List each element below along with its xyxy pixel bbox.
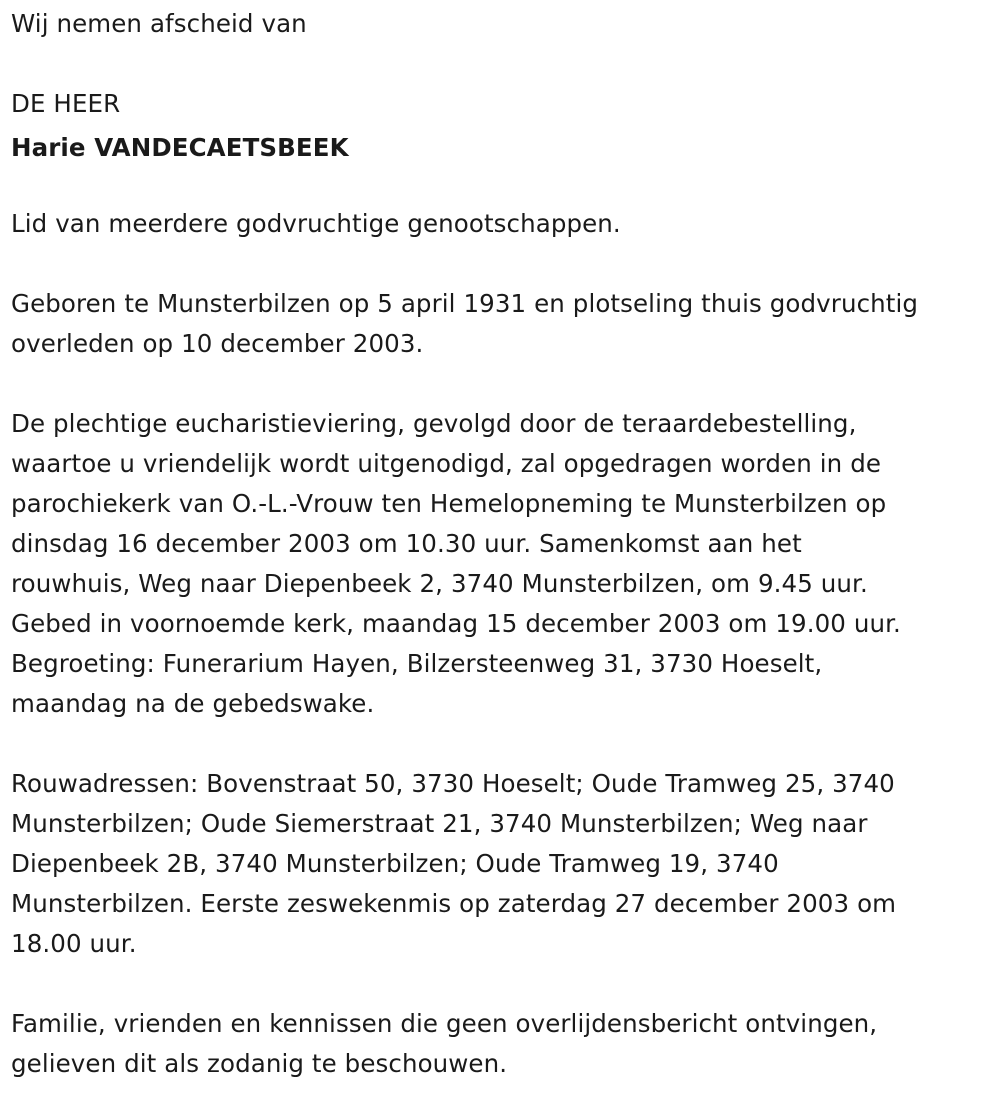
paragraph-line: waartoe u vriendelijk wordt uitgenodigd, zal opgedragen worden in de [11, 449, 882, 478]
spacer [11, 364, 991, 404]
paragraph-line: Gebed in voornoemde kerk, maandag 15 december 2003 om 19.00 uur. [11, 609, 901, 638]
paragraph-line: Familie, vrienden en kennissen die geen overlijdensbericht ontvingen, [11, 1009, 878, 1038]
paragraph-line: overleden op 10 december 2003. [11, 329, 424, 358]
spacer [11, 244, 991, 284]
ceremony-paragraph [11, 404, 991, 724]
spacer [11, 724, 991, 764]
deceased-name: Harie VANDECAETSBEEK [11, 133, 349, 162]
paragraph-line: Munsterbilzen; Oude Siemerstraat 21, 3740 Munsterbilzen; Weg naar [11, 809, 868, 838]
intro-text: Wij nemen afscheid van [11, 9, 307, 38]
closing-paragraph [11, 1004, 991, 1084]
paragraph-line: Munsterbilzen. Eerste zeswekenmis op zaterdag 27 december 2003 om [11, 889, 897, 918]
paragraph-line: dinsdag 16 december 2003 om 10.30 uur. Samenkomst aan het [11, 529, 802, 558]
addresses-paragraph [11, 764, 991, 964]
spacer [11, 44, 991, 84]
membership-text: Lid van meerdere godvruchtige genootschappen. [11, 209, 621, 238]
paragraph-line: De plechtige eucharistieviering, gevolgd door de teraardebestelling, [11, 409, 857, 438]
obituary-notice [11, 4, 991, 1084]
paragraph-line: Geboren te Munsterbilzen op 5 april 1931 en plotseling thuis godvruchtig [11, 289, 919, 318]
paragraph-line: gelieven dit als zodanig te beschouwen. [11, 1049, 508, 1078]
paragraph-line: Begroeting: Funerarium Hayen, Bilzersteenweg 31, 3730 Hoeselt, [11, 649, 823, 678]
paragraph-line: parochiekerk van O.-L.-Vrouw ten Hemelopneming te Munsterbilzen op [11, 489, 887, 518]
spacer [11, 964, 991, 1004]
paragraph-line: 18.00 uur. [11, 929, 137, 958]
paragraph-line: rouwhuis, Weg naar Diepenbeek 2, 3740 Munsterbilzen, om 9.45 uur. [11, 569, 868, 598]
paragraph-line: Diepenbeek 2B, 3740 Munsterbilzen; Oude Tramweg 19, 3740 [11, 849, 779, 878]
paragraph-line: Rouwadressen: Bovenstraat 50, 3730 Hoeselt; Oude Tramweg 25, 3740 [11, 769, 895, 798]
title-prefix: DE HEER [11, 89, 121, 118]
spacer [11, 172, 991, 204]
birth-paragraph [11, 284, 991, 364]
paragraph-line: maandag na de gebedswake. [11, 689, 375, 718]
